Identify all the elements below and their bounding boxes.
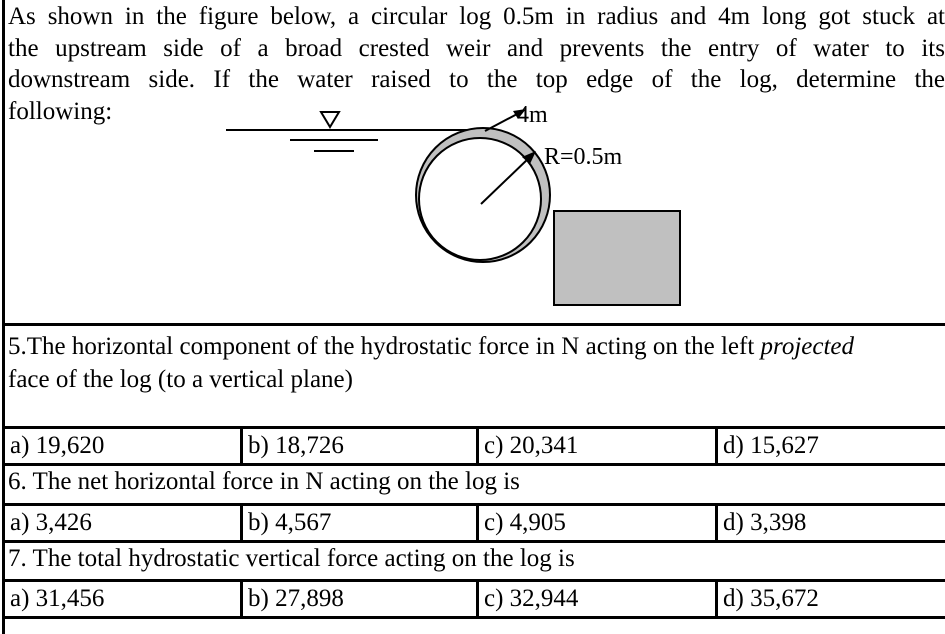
option-d: d) 35,672 (723, 585, 819, 612)
option-c: c) 32,944 (484, 585, 579, 612)
option-b: b) 18,726 (248, 432, 344, 459)
table-rule (2, 616, 945, 619)
table-rule (2, 463, 945, 466)
question-6-text: 6. The net horizontal force in N acting on the log is (8, 468, 520, 495)
length-pointer-line (485, 113, 519, 131)
table-rule (2, 540, 945, 543)
length-label: 4m (517, 102, 548, 128)
option-a: a) 19,620 (10, 432, 105, 459)
option-d: d) 3,398 (723, 509, 807, 536)
intro-line: the upstream side of a broad crested weir and prevents the entry of water to its (8, 34, 945, 62)
intro-line: downstream side. If the water raised to the top edge of the log, determine the (8, 66, 945, 93)
water-surface-triangle-icon (321, 112, 339, 127)
option-a: a) 3,426 (10, 509, 92, 536)
question-5-text-line2: face of the log (to a vertical plane) (8, 366, 353, 393)
option-c: c) 20,341 (484, 432, 579, 459)
option-a: a) 31,456 (10, 585, 105, 612)
radius-label: R=0.5m (544, 144, 623, 170)
question-5-emphasis: projected (760, 333, 855, 360)
question-5-options (2, 429, 945, 463)
question-7-options (2, 582, 945, 616)
log-inner-circle (419, 138, 541, 260)
question-6-options (2, 506, 945, 540)
option-b: b) 4,567 (248, 509, 332, 536)
intro-line: following: (8, 97, 113, 125)
option-d: d) 15,627 (723, 432, 819, 459)
table-rule (2, 323, 945, 326)
option-c: c) 4,905 (484, 509, 566, 536)
question-5-text: 5.The horizontal component of the hydrostatic force in N acting on the left (8, 333, 761, 360)
question-5 (8, 330, 945, 396)
option-b: b) 27,898 (248, 585, 344, 612)
question-7-text: 7. The total hydrostatic vertical force acting on the log is (8, 545, 575, 572)
weir-block (554, 211, 680, 305)
intro-line: As shown in the figure below, a circular log 0.5m in radius and 4m long got stuck at (8, 3, 945, 30)
